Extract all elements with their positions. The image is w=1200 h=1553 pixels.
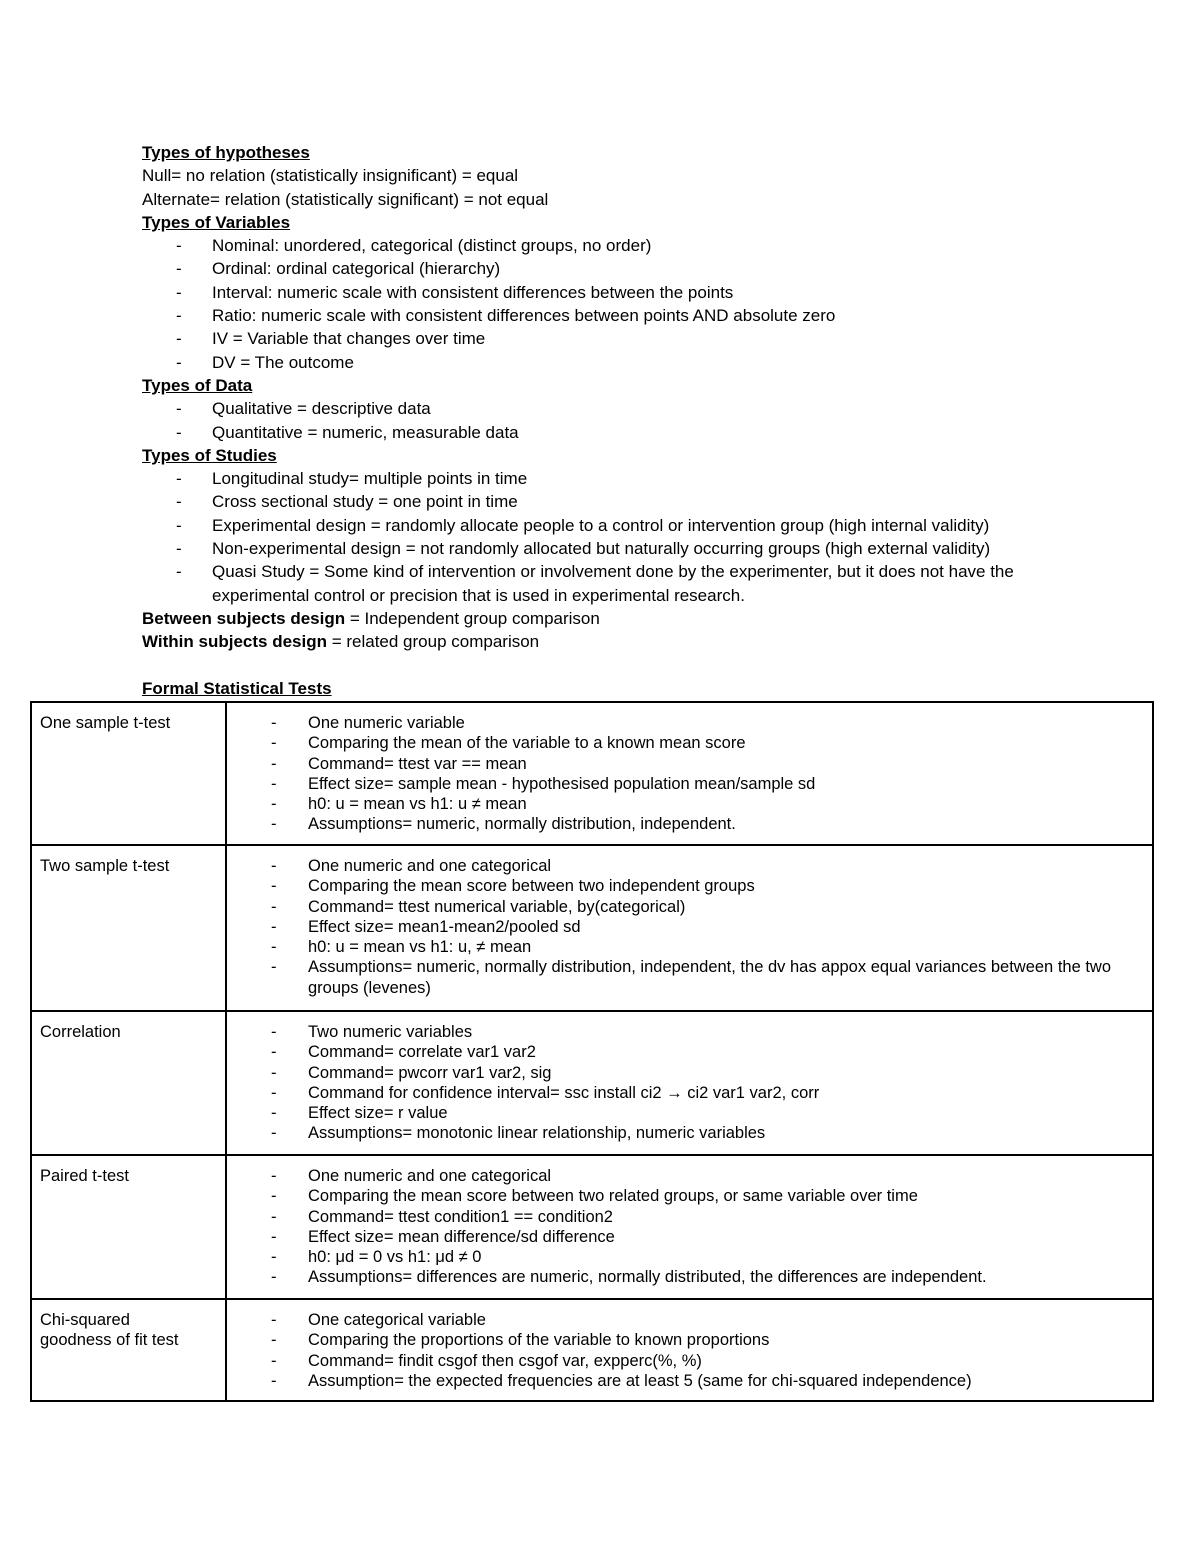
list-item: - Assumptions= numeric, normally distribution, independent. [271, 815, 736, 834]
list-item: - Command= ttest numerical variable, by(categorical) [271, 897, 686, 916]
list-item: - One numeric variable [271, 714, 465, 732]
list-item: - Nominal: unordered, categorical (distinct groups, no order) [142, 234, 1142, 257]
list-item: - Effect size= mean difference/sd difference [271, 1227, 615, 1246]
dash-bullet: - [176, 562, 182, 582]
dash-bullet: - [176, 492, 182, 512]
between-subjects-text: = Independent group comparison [345, 608, 600, 628]
dash-bullet: - [176, 236, 182, 256]
dash-bullet: - [271, 734, 277, 753]
dash-bullet: - [271, 1248, 277, 1267]
test-name-cell: Paired t-test [31, 1155, 226, 1299]
dash-bullet: - [271, 1268, 277, 1287]
dash-bullet: - [271, 1351, 277, 1370]
hypotheses-heading: Types of hypotheses [142, 143, 310, 162]
list-item: - Ordinal: ordinal categorical (hierarchy) [142, 257, 1142, 280]
within-subjects-text: = related group comparison [326, 632, 540, 652]
dash-bullet: - [271, 1023, 277, 1041]
dash-bullet: - [271, 815, 277, 834]
list-item: - Command for confidence interval= ssc install ci2 → ci2 var1 var2, corr [271, 1083, 820, 1102]
list-item: - Command= correlate var1 var2 [271, 1043, 536, 1062]
dash-bullet: - [271, 714, 277, 732]
dash-bullet: - [271, 897, 277, 916]
variables-heading: Types of Variables [142, 212, 291, 232]
list-item: - Comparing the mean score between two independent groups [271, 877, 755, 896]
list-item: - Command= findit csgof then csgof var, expperc(%, %) [271, 1351, 702, 1370]
list-item: - Ratio: numeric scale with consistent differences between points AND absolute zero [142, 304, 1142, 327]
studies-heading: Types of Studies [142, 445, 277, 465]
alternate-hypothesis-line: Alternate= relation (statistically significant) = not equal [142, 189, 549, 209]
table-row [31, 1299, 1153, 1401]
between-subjects-label: Between subjects design [142, 608, 346, 628]
dash-bullet: - [271, 958, 277, 977]
list-item: - One numeric and one categorical [271, 857, 552, 875]
list-item: - Command= pwcorr var1 var2, sig [271, 1063, 552, 1082]
variables-list [142, 234, 1142, 374]
list-item: - Quasi Study = Some kind of intervention or involvement done by the experimenter, but it does not have the [142, 560, 1142, 583]
list-item: - Assumptions= numeric, normally distribution, independent, the dv has appox equal variances between the two groups (levenes) [271, 958, 1112, 997]
test-details-cell [226, 1155, 1153, 1299]
test-name-cell: Correlation [31, 1011, 226, 1155]
list-item: - Comparing the proportions of the variable to known proportions [271, 1331, 770, 1350]
list-item: - Effect size= r value [271, 1104, 448, 1123]
dash-bullet: - [271, 1311, 277, 1329]
list-item: - Non-experimental design = not randomly allocated but naturally occurring groups (high external validity) [142, 537, 1142, 560]
dash-bullet: - [176, 399, 182, 419]
dash-bullet: - [271, 1187, 277, 1206]
test-details-cell [226, 845, 1153, 1011]
list-item: - Effect size= mean1-mean2/pooled sd [271, 917, 581, 936]
list-item: - Command= ttest var == mean [271, 754, 527, 773]
table-row [31, 845, 1153, 1011]
dash-bullet: - [271, 754, 277, 773]
dash-bullet: - [271, 1083, 277, 1102]
dash-bullet: - [176, 306, 182, 326]
list-item: - Assumptions= differences are numeric, normally distributed, the differences are independent. [271, 1268, 987, 1287]
data-types-heading: Types of Data [142, 375, 253, 395]
list-item: - Assumptions= monotonic linear relationship, numeric variables [271, 1124, 766, 1143]
dash-bullet: - [271, 795, 277, 814]
dash-bullet: - [271, 1043, 277, 1062]
dash-bullet: - [271, 1124, 277, 1143]
table-row [31, 1155, 1153, 1299]
table-row [31, 1011, 1153, 1155]
list-item: - Quantitative = numeric, measurable data [142, 421, 1142, 444]
studies-list [142, 467, 1142, 607]
dash-bullet: - [271, 857, 277, 875]
spacer [142, 654, 1142, 677]
list-item: - h0: u = mean vs h1: u, ≠ mean [271, 938, 532, 957]
list-item: - Experimental design = randomly allocate people to a control or intervention group (high internal validity) [142, 514, 1142, 537]
dash-bullet: - [271, 1167, 277, 1185]
test-details-cell [226, 702, 1153, 845]
list-item: - Qualitative = descriptive data [142, 397, 1142, 420]
list-item: - Effect size= sample mean - hypothesised population mean/sample sd [271, 774, 816, 793]
dash-bullet: - [271, 1063, 277, 1082]
list-item: - Cross sectional study = one point in time [142, 490, 1142, 513]
dash-bullet: - [176, 539, 182, 559]
list-item: - Command= ttest condition1 == condition2 [271, 1207, 613, 1226]
test-details-cell [226, 1011, 1153, 1155]
list-item: - Comparing the mean of the variable to a known mean score [271, 734, 746, 753]
tests-heading: Formal Statistical Tests [142, 678, 332, 698]
list-item: - DV = The outcome [142, 351, 1142, 374]
dash-bullet: - [271, 1227, 277, 1246]
list-item: - Comparing the mean score between two related groups, or same variable over time [271, 1187, 918, 1206]
list-item: - Assumption= the expected frequencies are at least 5 (same for chi-squared independence) [271, 1371, 972, 1390]
null-hypothesis-line: Null= no relation (statistically insignificant) = equal [142, 166, 519, 186]
test-details-cell [226, 1299, 1153, 1401]
list-item: - h0: μd = 0 vs h1: μd ≠ 0 [271, 1248, 482, 1267]
data-types-list [142, 397, 1142, 444]
within-subjects-line [142, 630, 1142, 653]
dash-bullet: - [176, 515, 182, 535]
test-name-cell: One sample t-test [31, 702, 226, 845]
dash-bullet: - [271, 877, 277, 896]
dash-bullet: - [271, 774, 277, 793]
statistical-tests-table [30, 701, 1154, 1402]
dash-bullet: - [271, 1331, 277, 1350]
dash-bullet: - [271, 1371, 277, 1390]
dash-bullet: - [271, 1104, 277, 1123]
dash-bullet: - [176, 329, 182, 349]
dash-bullet: - [271, 1207, 277, 1226]
list-item: - One numeric and one categorical [271, 1167, 552, 1185]
dash-bullet: - [176, 259, 182, 279]
notes-body [142, 141, 1142, 700]
table-row [31, 702, 1153, 845]
list-item: - IV = Variable that changes over time [142, 327, 1142, 350]
list-item: - Two numeric variables [271, 1023, 473, 1041]
dash-bullet: - [176, 282, 182, 302]
list-item-continuation: experimental control or precision that is used in experimental research. [212, 585, 745, 605]
dash-bullet: - [176, 469, 182, 489]
list-item: - One categorical variable [271, 1311, 486, 1329]
list-item: - Longitudinal study= multiple points in time [142, 467, 1142, 490]
test-name-cell: Chi-squared goodness of fit test [31, 1299, 226, 1401]
between-subjects-line [142, 607, 1142, 630]
dash-bullet: - [271, 917, 277, 936]
test-name-cell: Two sample t-test [31, 845, 226, 1011]
dash-bullet: - [271, 938, 277, 957]
list-item: - Interval: numeric scale with consistent differences between the points [142, 281, 1142, 304]
dash-bullet: - [176, 352, 182, 372]
list-item: - h0: u = mean vs h1: u ≠ mean [271, 795, 527, 814]
within-subjects-label: Within subjects design [142, 632, 327, 652]
dash-bullet: - [176, 422, 182, 442]
